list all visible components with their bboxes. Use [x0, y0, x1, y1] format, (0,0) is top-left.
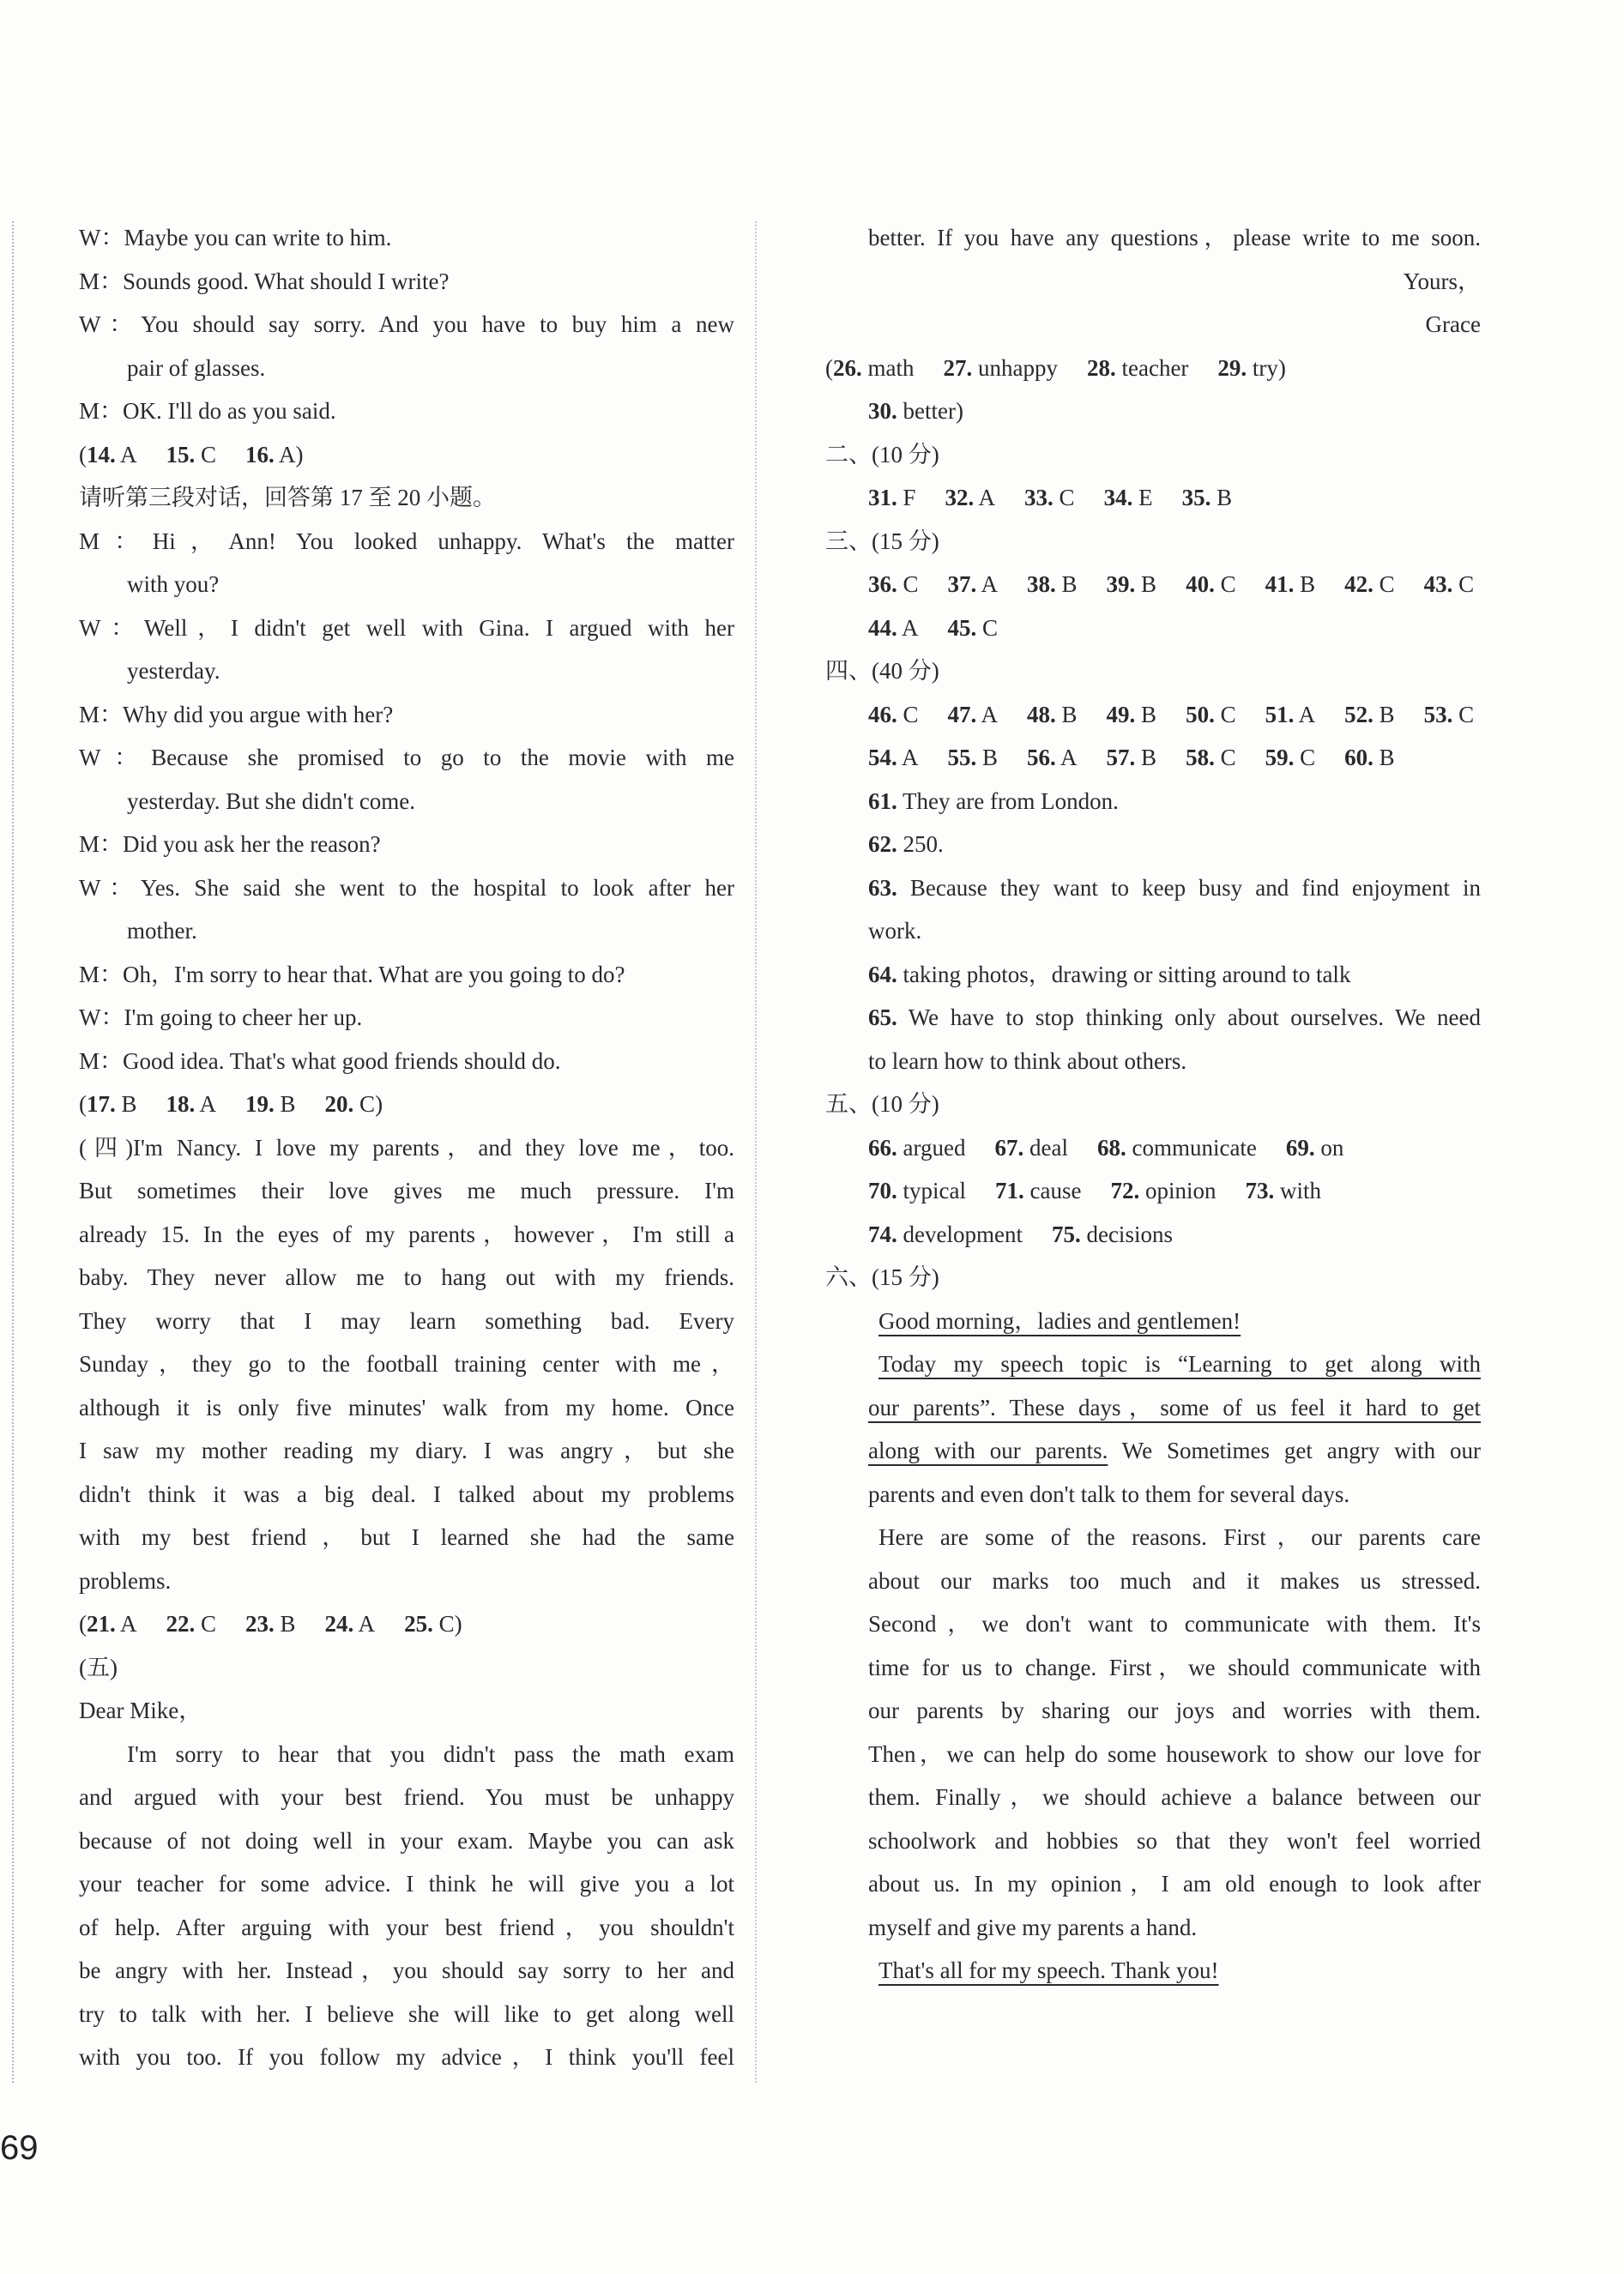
- text-line: I saw my mother reading my diary. I was angry，but she: [79, 1438, 734, 1463]
- answer-line: [825, 1126, 1481, 1170]
- text-line: 五、(10 分): [825, 1091, 939, 1117]
- answer-item: 16. A: [245, 441, 296, 467]
- answer-item: 21. A: [87, 1611, 137, 1637]
- answer-line: [825, 563, 1481, 606]
- answer-line: [825, 693, 1481, 737]
- answer-item: 34. E: [1103, 485, 1153, 510]
- text-line: work.: [868, 918, 922, 944]
- answer-line: (21. A 22. C 23. B 24. A 25. C): [79, 1611, 462, 1637]
- answer-item: 27. unhappy: [943, 354, 1058, 381]
- text-line: time for us to change. First，we should communicate with: [868, 1654, 1481, 1680]
- answer-line: 30. better): [868, 398, 963, 424]
- text-line: parents and even don't talk to them for several days.: [868, 1481, 1350, 1507]
- answer-item: 19. B: [245, 1091, 296, 1117]
- text-line: 二、(10 分): [825, 441, 939, 467]
- text-line: yesterday.: [127, 658, 220, 684]
- answer-item: 53. C: [1423, 701, 1475, 727]
- answer-item: 20. C: [324, 1091, 376, 1117]
- answer-item: 28. teacher: [1086, 354, 1189, 381]
- text-line: 四、(40 分): [825, 658, 939, 684]
- text-line: 三、(15 分): [825, 528, 939, 554]
- text-line: They worry that I may learn something bad. Every: [79, 1307, 734, 1334]
- answer-item: 46. C: [868, 701, 919, 727]
- text-line: M：OK. I'll do as you said.: [79, 398, 336, 424]
- text-line: 61. They are from London.: [868, 787, 1119, 814]
- text-line: W：I'm going to cheer her up.: [79, 1004, 363, 1030]
- answer-line: [825, 736, 1481, 780]
- text-line: Today my speech topic is “Learning to get along with: [878, 1351, 1481, 1377]
- text-line: with you?: [127, 571, 220, 597]
- text-line: W：Yes. She said she went to the hospital to look after her: [79, 874, 734, 901]
- text-line: along with our parents. We Sometimes get angry with our: [868, 1438, 1481, 1463]
- text-line: already 15. In the eyes of my parents，however，I'm still a: [79, 1221, 734, 1247]
- answer-item: 54. A: [868, 745, 919, 770]
- text-line: M：Did you ask her the reason?: [79, 831, 381, 857]
- binding-margin-line: [12, 221, 14, 2083]
- answer-item: 47. A: [947, 701, 999, 727]
- answer-item: 31. F: [868, 485, 916, 510]
- answer-item: 69. on: [1285, 1134, 1344, 1161]
- answer-item: 58. C: [1186, 745, 1236, 770]
- answer-item: 39. B: [1106, 571, 1157, 597]
- text-line: pair of glasses.: [127, 354, 266, 381]
- answer-item: 48. B: [1027, 701, 1078, 727]
- answer-item: 75. decisions: [1051, 1221, 1173, 1247]
- text-line: try to talk with her. I believe she will like to get along well: [79, 2000, 734, 2027]
- answer-item: 44. A: [868, 614, 919, 641]
- text-line: and argued with your best friend. You must be unhappy: [79, 1784, 734, 1810]
- text-line: them. Finally，we should achieve a balance between our: [868, 1784, 1481, 1810]
- text-line: Grace: [1425, 311, 1481, 337]
- text-line: be angry with her. Instead，you should say sorry to her and: [79, 1957, 734, 1983]
- answer-item: 73. with: [1245, 1178, 1321, 1203]
- text-line: schoolwork and hobbies so that they won't feel worried: [868, 1827, 1481, 1854]
- text-line: Here are some of the reasons. First，our parents care: [878, 1524, 1481, 1550]
- answer-line: (26. math 27. unhappy 28. teacher 29. try): [825, 354, 1286, 381]
- text-line: M：Hi，Ann! You looked unhappy. What's the matter: [79, 528, 734, 554]
- answer-item: 32. A: [945, 485, 996, 510]
- text-line: Yours，: [1403, 268, 1481, 294]
- text-line: didn't think it was a big deal. I talked about my problems: [79, 1481, 734, 1507]
- text-line: (四)I'm Nancy. I love my parents，and they love me，too.: [79, 1134, 734, 1161]
- text-line: 63. Because they want to keep busy and find enjoyment in: [868, 874, 1481, 901]
- text-line: myself and give my parents a hand.: [868, 1914, 1198, 1940]
- text-line: W：Maybe you can write to him.: [79, 225, 392, 250]
- text-line: our parents”. These days，some of us feel it hard to get: [868, 1394, 1481, 1420]
- text-line: our parents by sharing our joys and worries with them.: [868, 1698, 1481, 1723]
- answer-item: 22. C: [166, 1611, 217, 1637]
- text-line: M：Sounds good. What should I write?: [79, 268, 450, 294]
- answer-item: 56. A: [1027, 745, 1078, 770]
- left-column: [79, 216, 734, 2079]
- answer-item: 66. argued: [868, 1134, 966, 1161]
- answer-item: 49. B: [1106, 701, 1157, 727]
- answer-item: 15. C: [166, 441, 217, 467]
- answer-item: 24. A: [324, 1611, 376, 1637]
- answer-item: 70. typical: [868, 1178, 966, 1203]
- text-line: 64. taking photos，drawing or sitting around to talk: [868, 961, 1351, 987]
- answer-item: 50. C: [1186, 701, 1236, 727]
- answer-line: [825, 606, 1481, 650]
- answer-item: 38. B: [1027, 571, 1078, 597]
- text-line: your teacher for some advice. I think he will give you a lot: [79, 1871, 734, 1897]
- text-line: W：Well，I didn't get well with Gina. I argued with her: [79, 614, 734, 641]
- answer-item: 14. A: [87, 441, 137, 467]
- answer-item: 29. try: [1217, 354, 1278, 381]
- answer-item: 40. C: [1186, 571, 1236, 597]
- text-line: of help. After arguing with your best friend，you shouldn't: [79, 1914, 734, 1940]
- answer-item: 71. cause: [994, 1178, 1082, 1203]
- answer-item: 74. development: [868, 1221, 1023, 1247]
- text-line: 62. 250.: [868, 831, 944, 857]
- text-line: although it is only five minutes' walk from my home. Once: [79, 1394, 734, 1420]
- answer-item: 52. B: [1344, 701, 1395, 727]
- answer-item: 26. math: [833, 354, 915, 381]
- answer-line: (17. B 18. A 19. B 20. C): [79, 1091, 383, 1117]
- answer-item: 67. deal: [994, 1134, 1068, 1161]
- answer-item: 37. A: [947, 571, 999, 597]
- text-line: W：You should say sorry. And you have to buy him a new: [79, 311, 734, 337]
- answer-item: 45. C: [947, 614, 999, 641]
- text-line: M：Oh，I'm sorry to hear that. What are you going to do?: [79, 961, 625, 987]
- column-separator: [755, 221, 757, 2083]
- text-line: M：Good idea. That's what good friends should do.: [79, 1047, 561, 1074]
- text-line: yesterday. But she didn't come.: [127, 787, 416, 814]
- text-line: Sunday，they go to the football training center with me，: [79, 1351, 734, 1377]
- text-line: mother.: [127, 918, 197, 944]
- answer-item: 25. C: [404, 1611, 455, 1637]
- answer-line: [825, 476, 1481, 520]
- answer-item: 17. B: [87, 1091, 137, 1117]
- text-line: M：Why did you argue with her?: [79, 701, 394, 727]
- answer-item: 30. better: [868, 398, 956, 424]
- page-number: 69: [0, 2129, 39, 2167]
- answer-line: (14. A 15. C 16. A): [79, 441, 304, 467]
- answer-line: [825, 1213, 1481, 1257]
- text-line: W：Because she promised to go to the movie with me: [79, 745, 734, 770]
- text-line: Good morning，ladies and gentlemen!: [878, 1307, 1241, 1334]
- text-line: 请听第三段对话，回答第 17 至 20 小题。: [79, 485, 496, 510]
- text-line: (五): [79, 1654, 118, 1680]
- text-line: to learn how to think about others.: [868, 1047, 1187, 1074]
- answer-line: [825, 1169, 1481, 1213]
- answer-item: 60. B: [1344, 745, 1395, 770]
- answer-item: 59. C: [1265, 745, 1316, 770]
- text-line: I'm sorry to hear that you didn't pass the math exam: [127, 1740, 734, 1767]
- text-line: Dear Mike，: [79, 1698, 202, 1723]
- answer-item: 55. B: [947, 745, 999, 770]
- text-line: Second，we don't want to communicate with them. It's: [868, 1611, 1481, 1637]
- text-line: Then，we can help do some housework to show our love for: [868, 1740, 1481, 1767]
- text-line: That's all for my speech. Thank you!: [878, 1957, 1219, 1983]
- answer-item: 41. B: [1265, 571, 1316, 597]
- answer-item: 33. C: [1024, 485, 1075, 510]
- answer-item: 72. opinion: [1110, 1178, 1216, 1203]
- text-line: about our marks too much and it makes us stressed.: [868, 1567, 1481, 1594]
- text-line: 六、(15 分): [825, 1264, 939, 1290]
- text-line: because of not doing well in your exam. Maybe you can ask: [79, 1827, 734, 1854]
- text-line: 65. We have to stop thinking only about ourselves. We need: [868, 1004, 1481, 1030]
- answer-item: 35. B: [1181, 485, 1233, 510]
- right-column: [825, 216, 1481, 1993]
- answer-item: 51. A: [1265, 701, 1316, 727]
- text-line: better. If you have any questions，please write to me soon.: [868, 225, 1481, 250]
- text-line: with my best friend，but I learned she had the same: [79, 1524, 734, 1550]
- text-line: about us. In my opinion，I am old enough to look after: [868, 1871, 1481, 1897]
- answer-item: 42. C: [1344, 571, 1395, 597]
- text-line: with you too. If you follow my advice，I think you'll feel: [79, 2044, 734, 2070]
- answer-item: 23. B: [245, 1611, 296, 1637]
- answer-item: 68. communicate: [1096, 1134, 1257, 1161]
- text-line: But sometimes their love gives me much pressure. I'm: [79, 1178, 734, 1203]
- answer-item: 18. A: [166, 1091, 217, 1117]
- text-line: problems.: [79, 1567, 172, 1594]
- answer-item: 43. C: [1423, 571, 1475, 597]
- answer-item: 57. B: [1106, 745, 1157, 770]
- answer-item: 36. C: [868, 571, 919, 597]
- text-line: baby. They never allow me to hang out with my friends.: [79, 1264, 734, 1290]
